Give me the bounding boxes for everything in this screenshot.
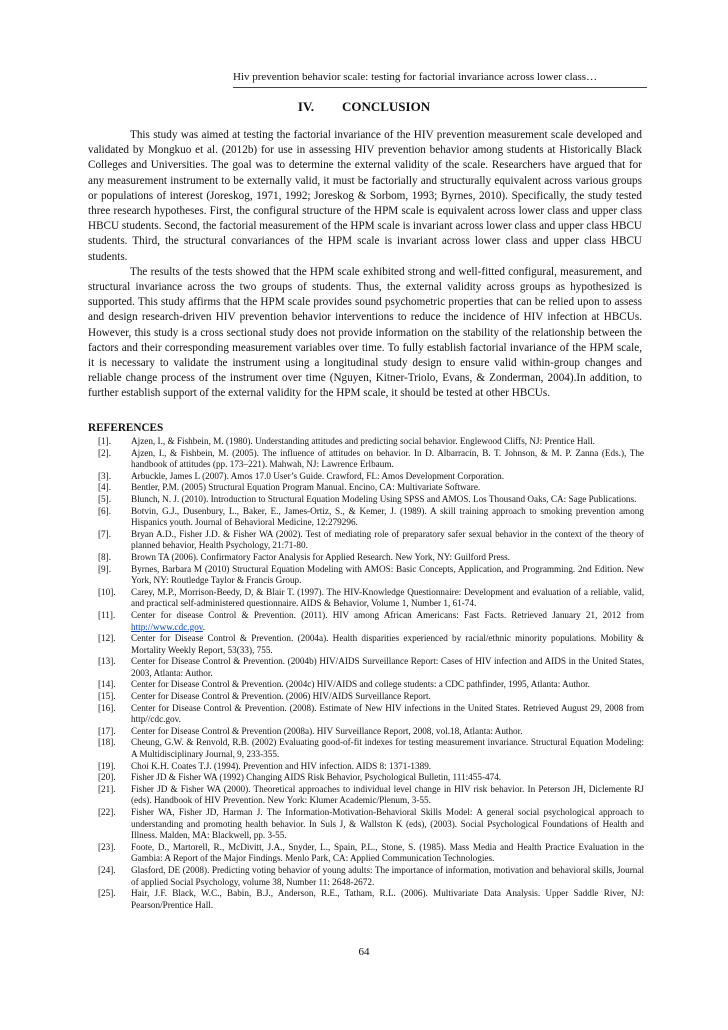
header-rule bbox=[233, 87, 647, 88]
reference-citation: Fisher JD & Fisher WA (1992) Changing AIDS Risk Behavior, Psychological Bulletin, 111:455-474. bbox=[131, 772, 502, 783]
reference-citation: Choi K.H. Coates T.J. (1994). Prevention and HIV infection. AIDS 8: 1371-1389. bbox=[131, 760, 432, 771]
reference-text bbox=[131, 726, 644, 738]
reference-number: [7]. bbox=[98, 528, 112, 539]
reference-citation: Bentler, P.M. (2005) Structural Equation Program Manual. Encino, CA: Multivariate Software. bbox=[131, 482, 481, 493]
reference-item bbox=[88, 691, 644, 703]
reference-citation: Botvin, G.J., Dusenbury, L., Baker, E., James-Ortiz, S., & Kemer, J. (1989). A skill training approach to smoking prevention among Hispanics youth. Journal of Behavioral Medicine, 12:279296. bbox=[131, 505, 644, 528]
section-number: IV. bbox=[297, 99, 314, 114]
reference-citation: Ajzen, I., & Fishbein, M. (2005). The influence of attitudes on behavior. In D. Albarracín, B. T. Johnson, & M. P. Zanna (Eds.), The handbook of attitudes (pp. 173–221). Mahwah, NJ: Lawrence Erlbaum. bbox=[131, 447, 644, 470]
reference-link[interactable]: http://www.cdc.gov bbox=[131, 621, 203, 632]
reference-item bbox=[88, 448, 644, 471]
reference-citation: Brown TA (2006). Confirmatory Factor Analysis for Applied Research. New York, NY: Guilford Press. bbox=[131, 551, 510, 562]
reference-text bbox=[131, 552, 644, 564]
reference-item bbox=[88, 772, 644, 784]
reference-citation: Center for Disease Control & Prevention. (2006) HIV/AIDS Surveillance Report. bbox=[131, 691, 431, 702]
reference-item bbox=[88, 552, 644, 564]
reference-item bbox=[88, 807, 644, 842]
reference-number: [2]. bbox=[98, 447, 112, 458]
reference-citation: Bryan A.D., Fisher J.D. & Fisher WA (2002). Test of mediating role of preparatory safer sexual behavior in the context of the theory of planned behavior, Health Psychology, 21:71-80. bbox=[131, 528, 644, 551]
reference-item bbox=[88, 471, 644, 483]
reference-text bbox=[131, 679, 644, 691]
reference-item bbox=[88, 482, 644, 494]
reference-text bbox=[131, 482, 644, 494]
reference-text bbox=[131, 737, 644, 760]
reference-citation: Center for disease Control & Prevention. (2011). HIV among African Americans: Fast Facts. Retrieved January 21, 2012 from bbox=[131, 609, 644, 620]
reference-text bbox=[131, 888, 644, 911]
reference-item bbox=[88, 761, 644, 773]
reference-number: [24]. bbox=[98, 864, 116, 875]
reference-item bbox=[88, 529, 644, 552]
reference-number: [6]. bbox=[98, 505, 112, 516]
section-heading bbox=[0, 99, 728, 114]
reference-citation: Fisher JD & Fisher WA (2000). Theoretical approaches to individual level change in HIV risk behavior. In Peterson JH, Diclemente RJ (eds). Handbook of HIV Prevention. New York: Klumer Academic/Plenum, 3-55. bbox=[131, 783, 644, 806]
reference-number: [15]. bbox=[98, 691, 116, 702]
reference-number: [14]. bbox=[98, 679, 116, 690]
section-title: CONCLUSION bbox=[341, 99, 431, 114]
reference-number: [16]. bbox=[98, 702, 116, 713]
reference-number: [4]. bbox=[98, 482, 112, 493]
reference-citation: Ajzen, I., & Fishbein, M. (1980). Understanding attitudes and predicting social behavior. Englewood Cliffs, NJ: Prentice Hall. bbox=[131, 436, 595, 446]
reference-item bbox=[88, 436, 644, 448]
reference-citation: Fisher WA, Fisher JD, Harman J. The Information-Motivation-Behavioral Skills Model: A general social psychological approach to understanding and promoting health behavior. In Suls J, & Wallston K (eds), (2003). Social Psychological Foundations of Health and Illness. Malden, MA: Blackwell, pp. 3-55. bbox=[131, 807, 644, 841]
reference-citation: Hair, J.F. Black, W.C., Babin, B.J., Anderson, R.E., Tatham, R.L. (2006). Multivariate Data Analysis. Upper Saddle River, NJ: Pearson/Prentice Hall. bbox=[131, 888, 644, 910]
reference-text bbox=[131, 772, 644, 784]
reference-number: [5]. bbox=[98, 493, 112, 504]
reference-text bbox=[131, 436, 644, 448]
reference-number: [19]. bbox=[98, 760, 116, 771]
reference-number: [1]. bbox=[98, 436, 112, 446]
reference-item bbox=[88, 656, 644, 679]
reference-item bbox=[88, 865, 644, 888]
paragraph: This study was aimed at testing the factorial invariance of the HIV prevention measurement scale developed and validated by Mongkuo et al. (2012b) for use in assessing HIV prevention behavior among students at Historically Black Colleges and Universities. The goal was to determine the external validity of the scale. Researchers have argued that for any measurement instrument to be externally valid, it must be factorially and structurally equivalent across various groups or populations of interest (Joreskog, 1971, 1992; Joreskog & Sorbom, 1993; Byrnes, 2010). Specifically, the study tested three research hypotheses. First, the configural structure of the HPM scale is equivalent across lower class and upper class HBCU students. Second, the factorial measurement of the HPM scale is invariant across lower class and upper class HBCU students. Third, the structural convariances of the HPM scale is invariant across lower class and upper class HBCU students. bbox=[88, 129, 642, 263]
references-list bbox=[88, 436, 644, 911]
reference-citation: Center for Disease Control & Prevention (2008a). HIV Surveillance Report, 2008, vol.18, Atlanta: Author. bbox=[131, 725, 523, 736]
reference-text bbox=[131, 656, 644, 679]
reference-link-suffix: . bbox=[202, 621, 206, 632]
reference-number: [11]. bbox=[98, 609, 116, 620]
reference-item bbox=[88, 784, 644, 807]
reference-citation: Center for Disease Control & Prevention. (2008). Estimate of New HIV infections in the United States. Retrieved August 29, 2008 from http//cdc.gov. bbox=[131, 702, 644, 725]
reference-text bbox=[131, 529, 644, 552]
reference-text bbox=[131, 703, 644, 726]
reference-item bbox=[88, 703, 644, 726]
reference-number: [8]. bbox=[98, 551, 112, 562]
reference-number: [20]. bbox=[98, 772, 116, 783]
reference-text bbox=[131, 610, 644, 633]
reference-text bbox=[131, 633, 644, 656]
reference-number: [25]. bbox=[98, 888, 116, 899]
reference-citation: Glasford, DE (2008). Predicting voting behavior of young adults: The importance of information, motivation and behavioral skills, Journal of applied Social Psychology, volume 38, Number 11: 2648-2672. bbox=[131, 864, 644, 887]
reference-number: [18]. bbox=[98, 737, 116, 748]
reference-item bbox=[88, 494, 644, 506]
reference-item bbox=[88, 506, 644, 529]
reference-item bbox=[88, 737, 644, 760]
reference-text bbox=[131, 564, 644, 587]
reference-item bbox=[88, 842, 644, 865]
reference-citation: Center for Disease Control & Prevention. (2004c) HIV/AIDS and college students: a CDC pathfinder, 1995, Atlanta: Author. bbox=[131, 679, 590, 690]
reference-text bbox=[131, 865, 644, 888]
reference-number: [9]. bbox=[98, 563, 112, 574]
reference-text bbox=[131, 506, 644, 529]
reference-item bbox=[88, 888, 644, 911]
reference-text bbox=[131, 587, 644, 610]
reference-item bbox=[88, 679, 644, 691]
reference-text bbox=[131, 807, 644, 842]
reference-citation: Cheung, G.W. & Renvold, R.B. (2002) Evaluating good-of-fit indexes for testing measurement invariance. Structural Equation Modeling: A Multidisciplinary Journal, 9, 233-355. bbox=[131, 737, 644, 760]
reference-citation: Arbuckle, James L (2007). Amos 17.0 User’s Guide. Crawford, FL: Amos Development Corporation. bbox=[131, 470, 505, 481]
reference-item bbox=[88, 633, 644, 656]
reference-number: [23]. bbox=[98, 841, 116, 852]
reference-number: [17]. bbox=[98, 725, 116, 736]
reference-number: [22]. bbox=[98, 807, 116, 817]
page-number: 64 bbox=[358, 946, 370, 958]
reference-citation: Byrnes, Barbara M (2010) Structural Equation Modeling with AMOS: Basic Concepts, Application, and Programming. 2nd Edition. New York, NY: Routledge Taylor & Francis Group. bbox=[131, 563, 644, 586]
reference-number: [10]. bbox=[98, 586, 116, 597]
reference-citation: Center for Disease Control & Prevention. (2004b) HIV/AIDS Surveillance Report: Cases of HIV infection and AIDS in the United States, 2003, Atlanta: Author. bbox=[131, 656, 644, 678]
reference-text bbox=[131, 784, 644, 807]
reference-item bbox=[88, 726, 644, 738]
reference-text bbox=[131, 471, 644, 483]
reference-number: [3]. bbox=[98, 470, 112, 481]
reference-number: [12]. bbox=[98, 633, 116, 644]
paragraph: The results of the tests showed that the HPM scale exhibited strong and well-fitted configural, measurement, and structural invariance across the two groups of students. Thus, the external validity across groups as hypothesized is supported. This study affirms that the HPM scale provides sound psychometric properties that can be relied upon to assess and design research-driven HIV prevention behavior interventions to reduce the incidence of HIV infection at HBCUs. However, this study is a cross sectional study does not provide information on the stability of the relationship between the factors and their corresponding measurement variables over time. To fully establish factorial invariance of the HPM scale, it is necessary to validate the instrument using a longitudinal study design to ensure valid within-group changes and reliable change process of the instrument over time (Nguyen, Kitner-Triolo, Evans, & Zonderman, 2004).In addition, to further establish support of the external validity for the HPM scale, it should be tested at other HBCUs. bbox=[88, 265, 642, 400]
reference-number: [21]. bbox=[98, 783, 116, 794]
reference-item bbox=[88, 564, 644, 587]
running-header: Hiv prevention behavior scale: testing for factorial invariance across lower class… bbox=[233, 71, 598, 83]
reference-text bbox=[131, 691, 644, 703]
references-heading: REFERENCES bbox=[88, 422, 164, 434]
reference-item bbox=[88, 587, 644, 610]
reference-text bbox=[131, 761, 644, 773]
reference-citation: Foote, D., Martorell, R., McDivitt, J.A., Snyder, L., Spain, P.L., Stone, S. (1985). Mass Media and Health Practice Evaluation in the Gambia: A Report of the Major Findings. Menlo Park, CA: Applied Communication Technologies. bbox=[131, 841, 644, 864]
reference-citation: Center for Disease Control & Prevention. (2004a). Health disparities experienced by racial/ethnic minority populations. Mobility & Mortality Weekly Report, 53(33), 755. bbox=[131, 633, 644, 655]
reference-citation: Carey, M.P., Morrison-Beedy, D, & Blair T. (1997). The HIV-Knowledge Questionnaire: Development and evaluation of a reliable, valid, and practical self-administered questionnaire. AIDS & Behavior, Volume 1, Number 1, 61-74. bbox=[131, 586, 644, 609]
reference-number: [13]. bbox=[98, 656, 116, 667]
reference-text bbox=[131, 842, 644, 865]
reference-citation: Blunch, N. J. (2010). Introduction to Structural Equation Modeling Using SPSS and AMOS. Los Thousand Oaks, CA: Sage Publications. bbox=[131, 493, 637, 504]
conclusion-body bbox=[88, 128, 642, 402]
reference-text bbox=[131, 448, 644, 471]
reference-item bbox=[88, 610, 644, 633]
reference-text bbox=[131, 494, 644, 506]
